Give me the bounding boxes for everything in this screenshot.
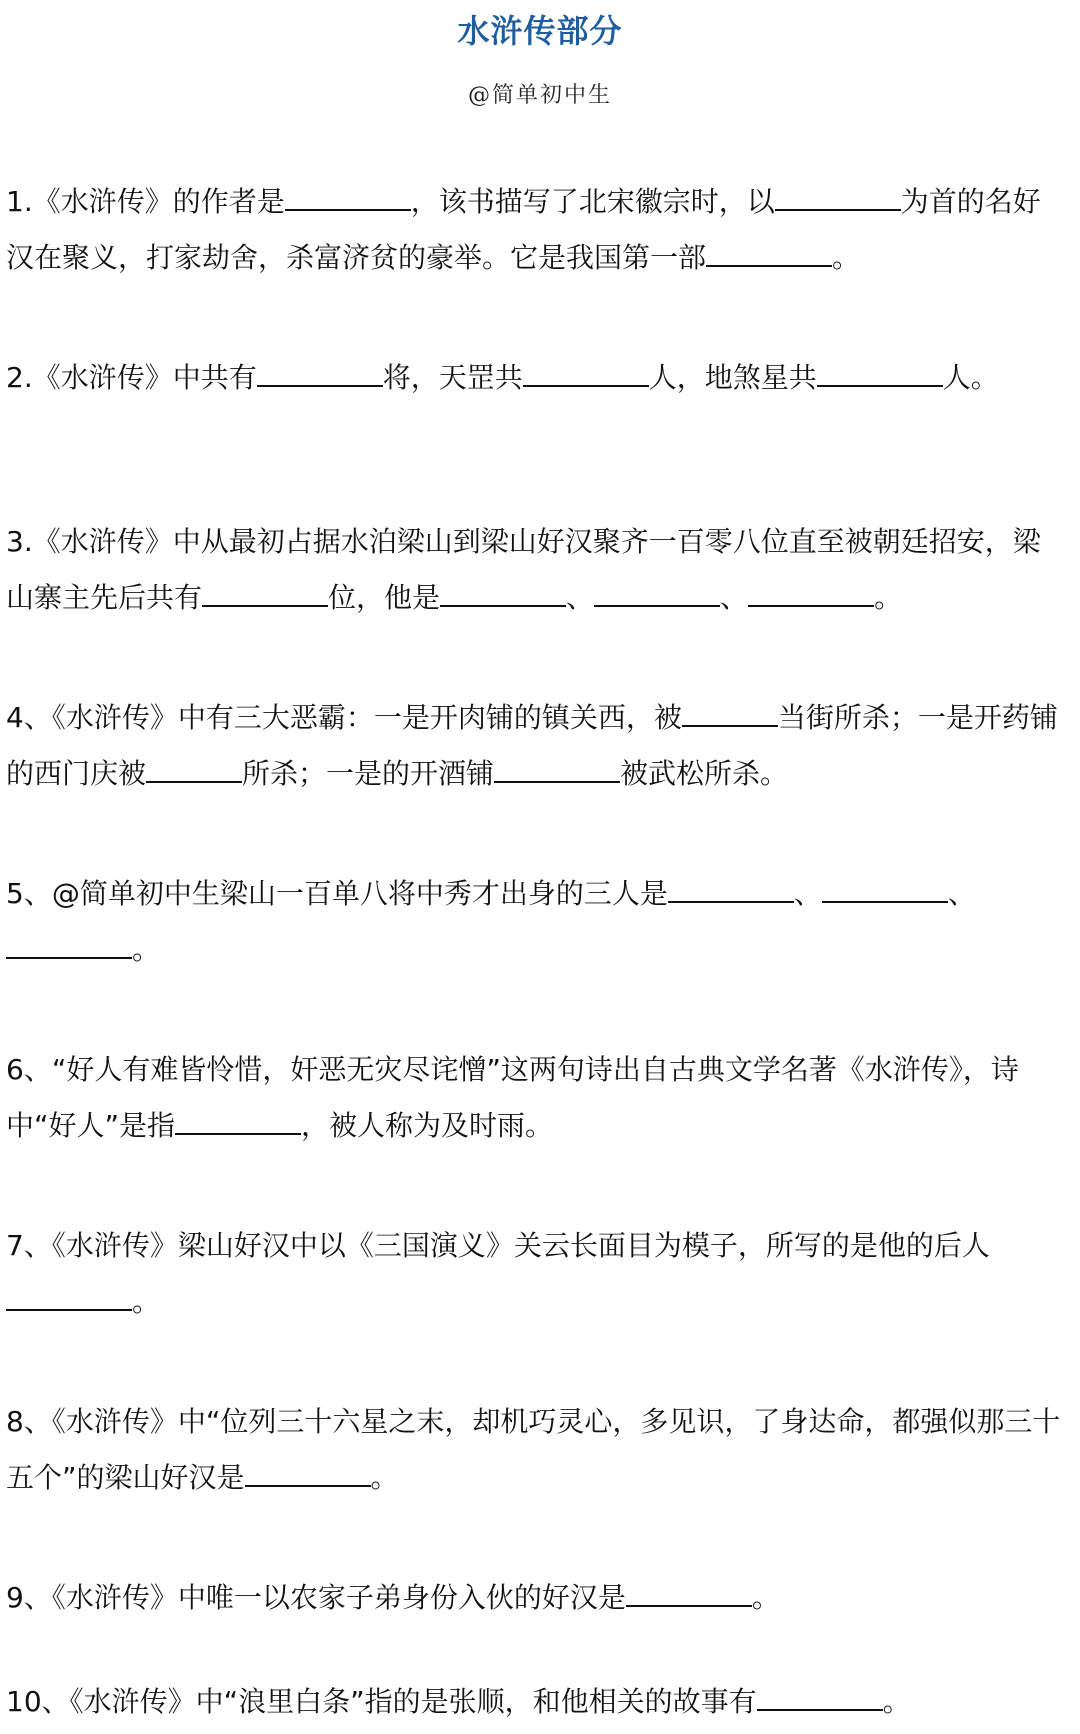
question-text: 。: [832, 241, 861, 274]
answer-blank[interactable]: [775, 187, 901, 211]
answer-blank[interactable]: [594, 583, 720, 607]
answer-blank[interactable]: [6, 935, 132, 959]
question-text: 10、《水浒传》中“浪里白条”指的是张顺，和他相关的故事有: [6, 1685, 757, 1718]
question-text: 。: [874, 581, 903, 614]
question-text: 3.《水浒传》中从最初占据水泊梁山到梁山好汉聚齐一百零八位直至被朝廷招安，梁山寨主先后共有: [6, 525, 1041, 614]
answer-blank[interactable]: [146, 759, 242, 783]
question-text: 人。: [942, 361, 999, 394]
question-text: ，该书描写了北宋徽宗时，以: [410, 185, 775, 218]
question-text: 9、《水浒传》中唯一以农家子弟身份入伙的好汉是: [6, 1581, 626, 1614]
question-text: 当街所杀；一是开药铺的西门庆被: [6, 701, 1058, 790]
question-text: 。: [370, 1461, 399, 1494]
question-text: 、: [720, 581, 749, 614]
answer-blank[interactable]: [285, 187, 411, 211]
question-9: [6, 1570, 1068, 1674]
author-byline: @简单初中生: [467, 83, 612, 108]
question-text: 4、《水浒传》中有三大恶霸：一是开肉铺的镇关西，被: [6, 701, 682, 734]
answer-blank[interactable]: [822, 879, 948, 903]
question-text: 8、《水浒传》中“位列三十六星之末，却机巧灵心，多见识，了身达命，都强似那三十五个”的梁山好汉是: [6, 1405, 1061, 1494]
question-text: 所杀；一是的开酒铺: [242, 757, 495, 790]
question-list: [6, 174, 1068, 1734]
question-3: [6, 514, 1068, 690]
question-text: ，被人称为及时雨。: [301, 1109, 554, 1142]
question-8: [6, 1394, 1068, 1570]
question-10: [6, 1674, 1068, 1734]
answer-blank[interactable]: [440, 583, 566, 607]
answer-blank[interactable]: [494, 759, 620, 783]
answer-blank[interactable]: [523, 363, 649, 387]
answer-blank[interactable]: [668, 879, 794, 903]
question-text: 被武松所杀。: [620, 757, 789, 790]
question-text: 。: [751, 1581, 780, 1614]
question-text: 1.《水浒传》的作者是: [6, 185, 285, 218]
answer-blank[interactable]: [706, 243, 832, 267]
question-1: [6, 174, 1068, 350]
question-text: 6、“好人有难皆怜惜，奸恶无灾尽诧憎”这两句诗出自古典文学名著《水浒传》，诗中“好人”是指: [6, 1053, 1019, 1142]
answer-blank[interactable]: [257, 363, 383, 387]
answer-blank[interactable]: [626, 1583, 752, 1607]
answer-blank[interactable]: [757, 1687, 883, 1711]
question-6: [6, 1042, 1068, 1218]
question-text: 、: [947, 877, 976, 910]
answer-blank[interactable]: [748, 583, 874, 607]
question-7: [6, 1218, 1068, 1394]
page-title: 水浒传部分: [457, 12, 623, 50]
answer-blank[interactable]: [682, 703, 778, 727]
question-text: 。: [132, 1285, 161, 1318]
question-text: 、: [793, 877, 822, 910]
question-text: 、: [566, 581, 595, 614]
question-5: [6, 866, 1068, 1042]
question-text: 将，天罡共: [382, 361, 523, 394]
answer-blank[interactable]: [245, 1463, 371, 1487]
answer-blank[interactable]: [202, 583, 328, 607]
question-text: 为首的名好汉在聚义，打家劫舍，杀富济贫的豪举。它是我国第一部: [6, 185, 1041, 274]
answer-blank[interactable]: [817, 363, 943, 387]
answer-blank[interactable]: [175, 1111, 301, 1135]
question-text: 。: [882, 1685, 911, 1718]
question-text: 5、@简单初中生梁山一百单八将中秀才出身的三人是: [6, 877, 668, 910]
question-text: 2.《水浒传》中共有: [6, 361, 257, 394]
question-4: [6, 690, 1068, 866]
question-2: [6, 350, 1068, 470]
answer-blank[interactable]: [6, 1287, 132, 1311]
question-text: 人，地煞星共: [648, 361, 817, 394]
question-text: 位，他是: [328, 581, 441, 614]
question-text: 7、《水浒传》梁山好汉中以《三国演义》关云长面目为模子，所写的是他的后人: [6, 1229, 990, 1262]
question-text: 。: [132, 933, 161, 966]
